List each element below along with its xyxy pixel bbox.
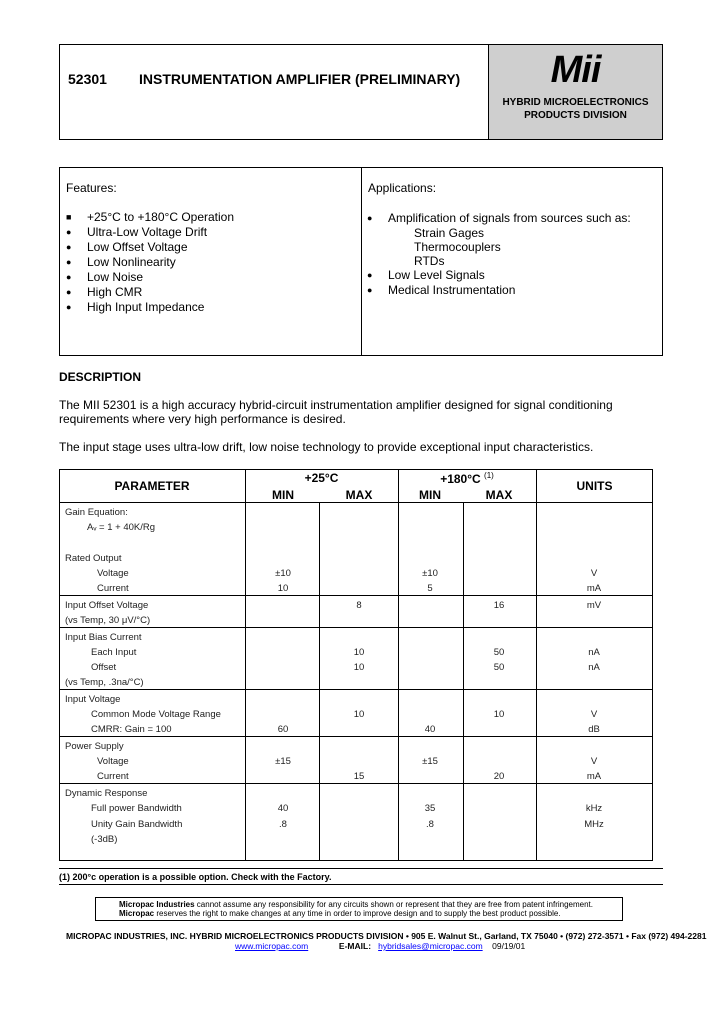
list-item: ● High Input Impedance [66, 300, 205, 314]
column-divider [361, 168, 362, 355]
table-border [652, 469, 653, 861]
document-title: INSTRUMENTATION AMPLIFIER (PRELIMINARY) [139, 71, 461, 87]
bullet-icon: ■ [66, 212, 72, 222]
email-label: E-MAIL: [338, 941, 372, 951]
row-line [59, 783, 653, 784]
list-item: ● Ultra-Low Voltage Drift [66, 225, 208, 239]
cmrr-units: dB [588, 724, 600, 735]
header-25c: +25°C [304, 471, 339, 485]
list-item: ● Amplification of signals from sources such as: [367, 211, 631, 225]
cmrr-label: CMRR: Gain = 100 [91, 724, 172, 735]
list-item: ● Low Level Signals [367, 268, 485, 282]
cmrr-min-25: 60 [277, 724, 289, 735]
column-line [398, 469, 399, 861]
list-subitem: RTDs [414, 254, 445, 268]
ugb-min-180: .8 [426, 819, 434, 830]
power-current-label: Current [97, 771, 129, 782]
list-item: ■ +25°C to +180°C Operation [66, 210, 235, 224]
bias-each-max-180: 50 [493, 647, 505, 658]
company-logo: Mii [550, 49, 601, 91]
rated-voltage-min-180: ±10 [422, 568, 438, 579]
unity-gain-bandwidth-label: Unity Gain Bandwidth [91, 819, 183, 830]
bullet-icon: ● [66, 302, 72, 312]
bias-offset-label: Offset [91, 662, 117, 673]
email-link[interactable]: hybridsales@micropac.com [378, 941, 483, 951]
logo-panel [488, 45, 662, 139]
table-border [59, 469, 60, 861]
website-link[interactable]: www.micropac.com [235, 941, 309, 951]
rated-voltage-label: Voltage [97, 568, 129, 579]
bias-each-max-25: 10 [353, 647, 365, 658]
bias-offset-max-180: 50 [493, 662, 505, 673]
applications-title: Applications: [368, 181, 437, 195]
specifications-table [59, 469, 653, 861]
offset-max-25: 8 [356, 600, 362, 611]
footer-address: MICROPAC INDUSTRIES, INC. HYBRID MICROELECTRONICS PRODUCTS DIVISION • 905 E. Walnut St., Garland, TX 75040 • (972) 272-3571 • Fax (972) 494-2281 [66, 931, 707, 941]
bullet-icon: ● [66, 242, 72, 252]
column-line [319, 502, 320, 861]
cm-max-25: 10 [353, 709, 365, 720]
rated-voltage-units: V [590, 568, 598, 579]
fpb-min-25: 40 [277, 803, 289, 814]
power-voltage-units: V [590, 756, 598, 767]
list-item: ● Low Nonlinearity [66, 255, 176, 269]
bullet-icon: ● [66, 227, 72, 237]
bias-current-label: Input Bias Current [65, 632, 142, 643]
header-parameter: PARAMETER [114, 479, 190, 493]
list-subitem: Strain Gages [414, 226, 485, 240]
dynamic-response-label: Dynamic Response [65, 788, 148, 799]
bullet-icon: ● [367, 213, 373, 223]
rated-voltage-min-25: ±10 [275, 568, 291, 579]
rated-current-units: mA [586, 583, 602, 594]
features-title: Features: [66, 181, 117, 195]
rated-output-label: Rated Output [65, 553, 122, 564]
gain-equation-label: Gain Equation: [65, 507, 128, 518]
input-voltage-label: Input Voltage [65, 694, 121, 705]
ugb-min-25: .8 [279, 819, 287, 830]
offset-units: mV [586, 600, 602, 611]
header-max-180: MAX [485, 488, 513, 502]
bullet-icon: ● [367, 285, 373, 295]
column-line [536, 469, 537, 861]
unity-gain-bandwidth-sub: (-3dB) [91, 834, 118, 845]
row-line [59, 689, 653, 690]
power-current-units: mA [586, 771, 602, 782]
table-border [59, 860, 653, 861]
full-power-bandwidth-label: Full power Bandwidth [91, 803, 182, 814]
rated-current-min-25: 10 [277, 583, 289, 594]
bias-each-label: Each Input [91, 647, 137, 658]
header-min-180: MIN [419, 488, 441, 502]
bullet-icon: ● [66, 287, 72, 297]
gain-equation: Aᵥ = 1 + 40K/Rg [87, 522, 156, 533]
ugb-units: MHz [584, 819, 604, 830]
list-subitem: Thermocouplers [414, 240, 501, 254]
header-180c: +180°C $^{(1)}$ [440, 471, 494, 486]
disclaimer-line-1: Micropac Industries cannot assume any responsibility for any circuits shown or represent that they are free from patent infringement. [119, 900, 593, 909]
header-max-25: MAX [345, 488, 373, 502]
fpb-units: kHz [585, 803, 603, 814]
rated-current-label: Current [97, 583, 129, 594]
applications-list [367, 211, 657, 298]
description-paragraph-2: The input stage uses ultra-low drift, low noise technology to provide exceptional input characteristics. [59, 440, 594, 454]
list-item: ● Low Noise [66, 270, 144, 284]
fpb-min-180: 35 [424, 803, 436, 814]
description-heading: DESCRIPTION [59, 370, 142, 384]
part-number: 52301 [68, 71, 107, 87]
offset-max-180: 16 [493, 600, 505, 611]
bias-offset-max-25: 10 [353, 662, 365, 673]
footnote-rule [59, 868, 663, 869]
disclaimer-line-2: Micropac reserves the right to make changes at any time in order to improve design and to supply the best product possible. [119, 909, 561, 918]
column-line [463, 502, 464, 861]
column-line [245, 469, 246, 861]
row-line [59, 627, 653, 628]
power-voltage-label: Voltage [97, 756, 129, 767]
bullet-icon: ● [66, 257, 72, 267]
power-voltage-min-25: ±15 [275, 756, 291, 767]
features-applications-box [59, 167, 663, 356]
bullet-icon: ● [66, 272, 72, 282]
features-list [66, 210, 346, 315]
disclaimer-box [95, 897, 623, 921]
header-box [59, 44, 663, 140]
power-supply-label: Power Supply [65, 741, 124, 752]
table-border [59, 469, 653, 470]
row-line [59, 736, 653, 737]
bias-offset-units: nA [588, 662, 600, 673]
row-line [59, 502, 653, 503]
row-line [59, 595, 653, 596]
header-min-25: MIN [272, 488, 294, 502]
division-line-2: PRODUCTS DIVISION [524, 110, 627, 121]
document-date: 09/19/01 [492, 941, 526, 951]
footnote: (1) 200°c operation is a possible option. Check with the Factory. [59, 872, 332, 882]
list-item: ● Low Offset Voltage [66, 240, 188, 254]
list-item: ● Medical Instrumentation [367, 283, 516, 297]
footer-contact [235, 941, 525, 951]
cm-units: V [590, 709, 598, 720]
header-units: UNITS [576, 479, 613, 493]
power-current-max-25: 15 [353, 771, 365, 782]
description-paragraph-1: The MII 52301 is a high accuracy hybrid-circuit instrumentation amplifier designed for signal conditioning requirements where very high performance is desired. [59, 398, 613, 426]
bias-each-units: nA [588, 647, 600, 658]
footnote-rule [59, 884, 663, 885]
offset-voltage-sub: (vs Temp, 30 μV/°C) [65, 615, 151, 626]
cm-max-180: 10 [493, 709, 505, 720]
bullet-icon: ● [367, 270, 373, 280]
division-line-1: HYBRID MICROELECTRONICS [502, 97, 649, 108]
list-item: ● High CMR [66, 285, 143, 299]
rated-current-min-180: 5 [427, 583, 433, 594]
offset-voltage-label: Input Offset Voltage [65, 600, 149, 611]
common-mode-label: Common Mode Voltage Range [91, 709, 221, 720]
power-voltage-min-180: ±15 [422, 756, 438, 767]
bias-sub: (vs Temp, .3na/°C) [65, 677, 144, 688]
power-current-max-180: 20 [493, 771, 505, 782]
cmrr-min-180: 40 [424, 724, 436, 735]
